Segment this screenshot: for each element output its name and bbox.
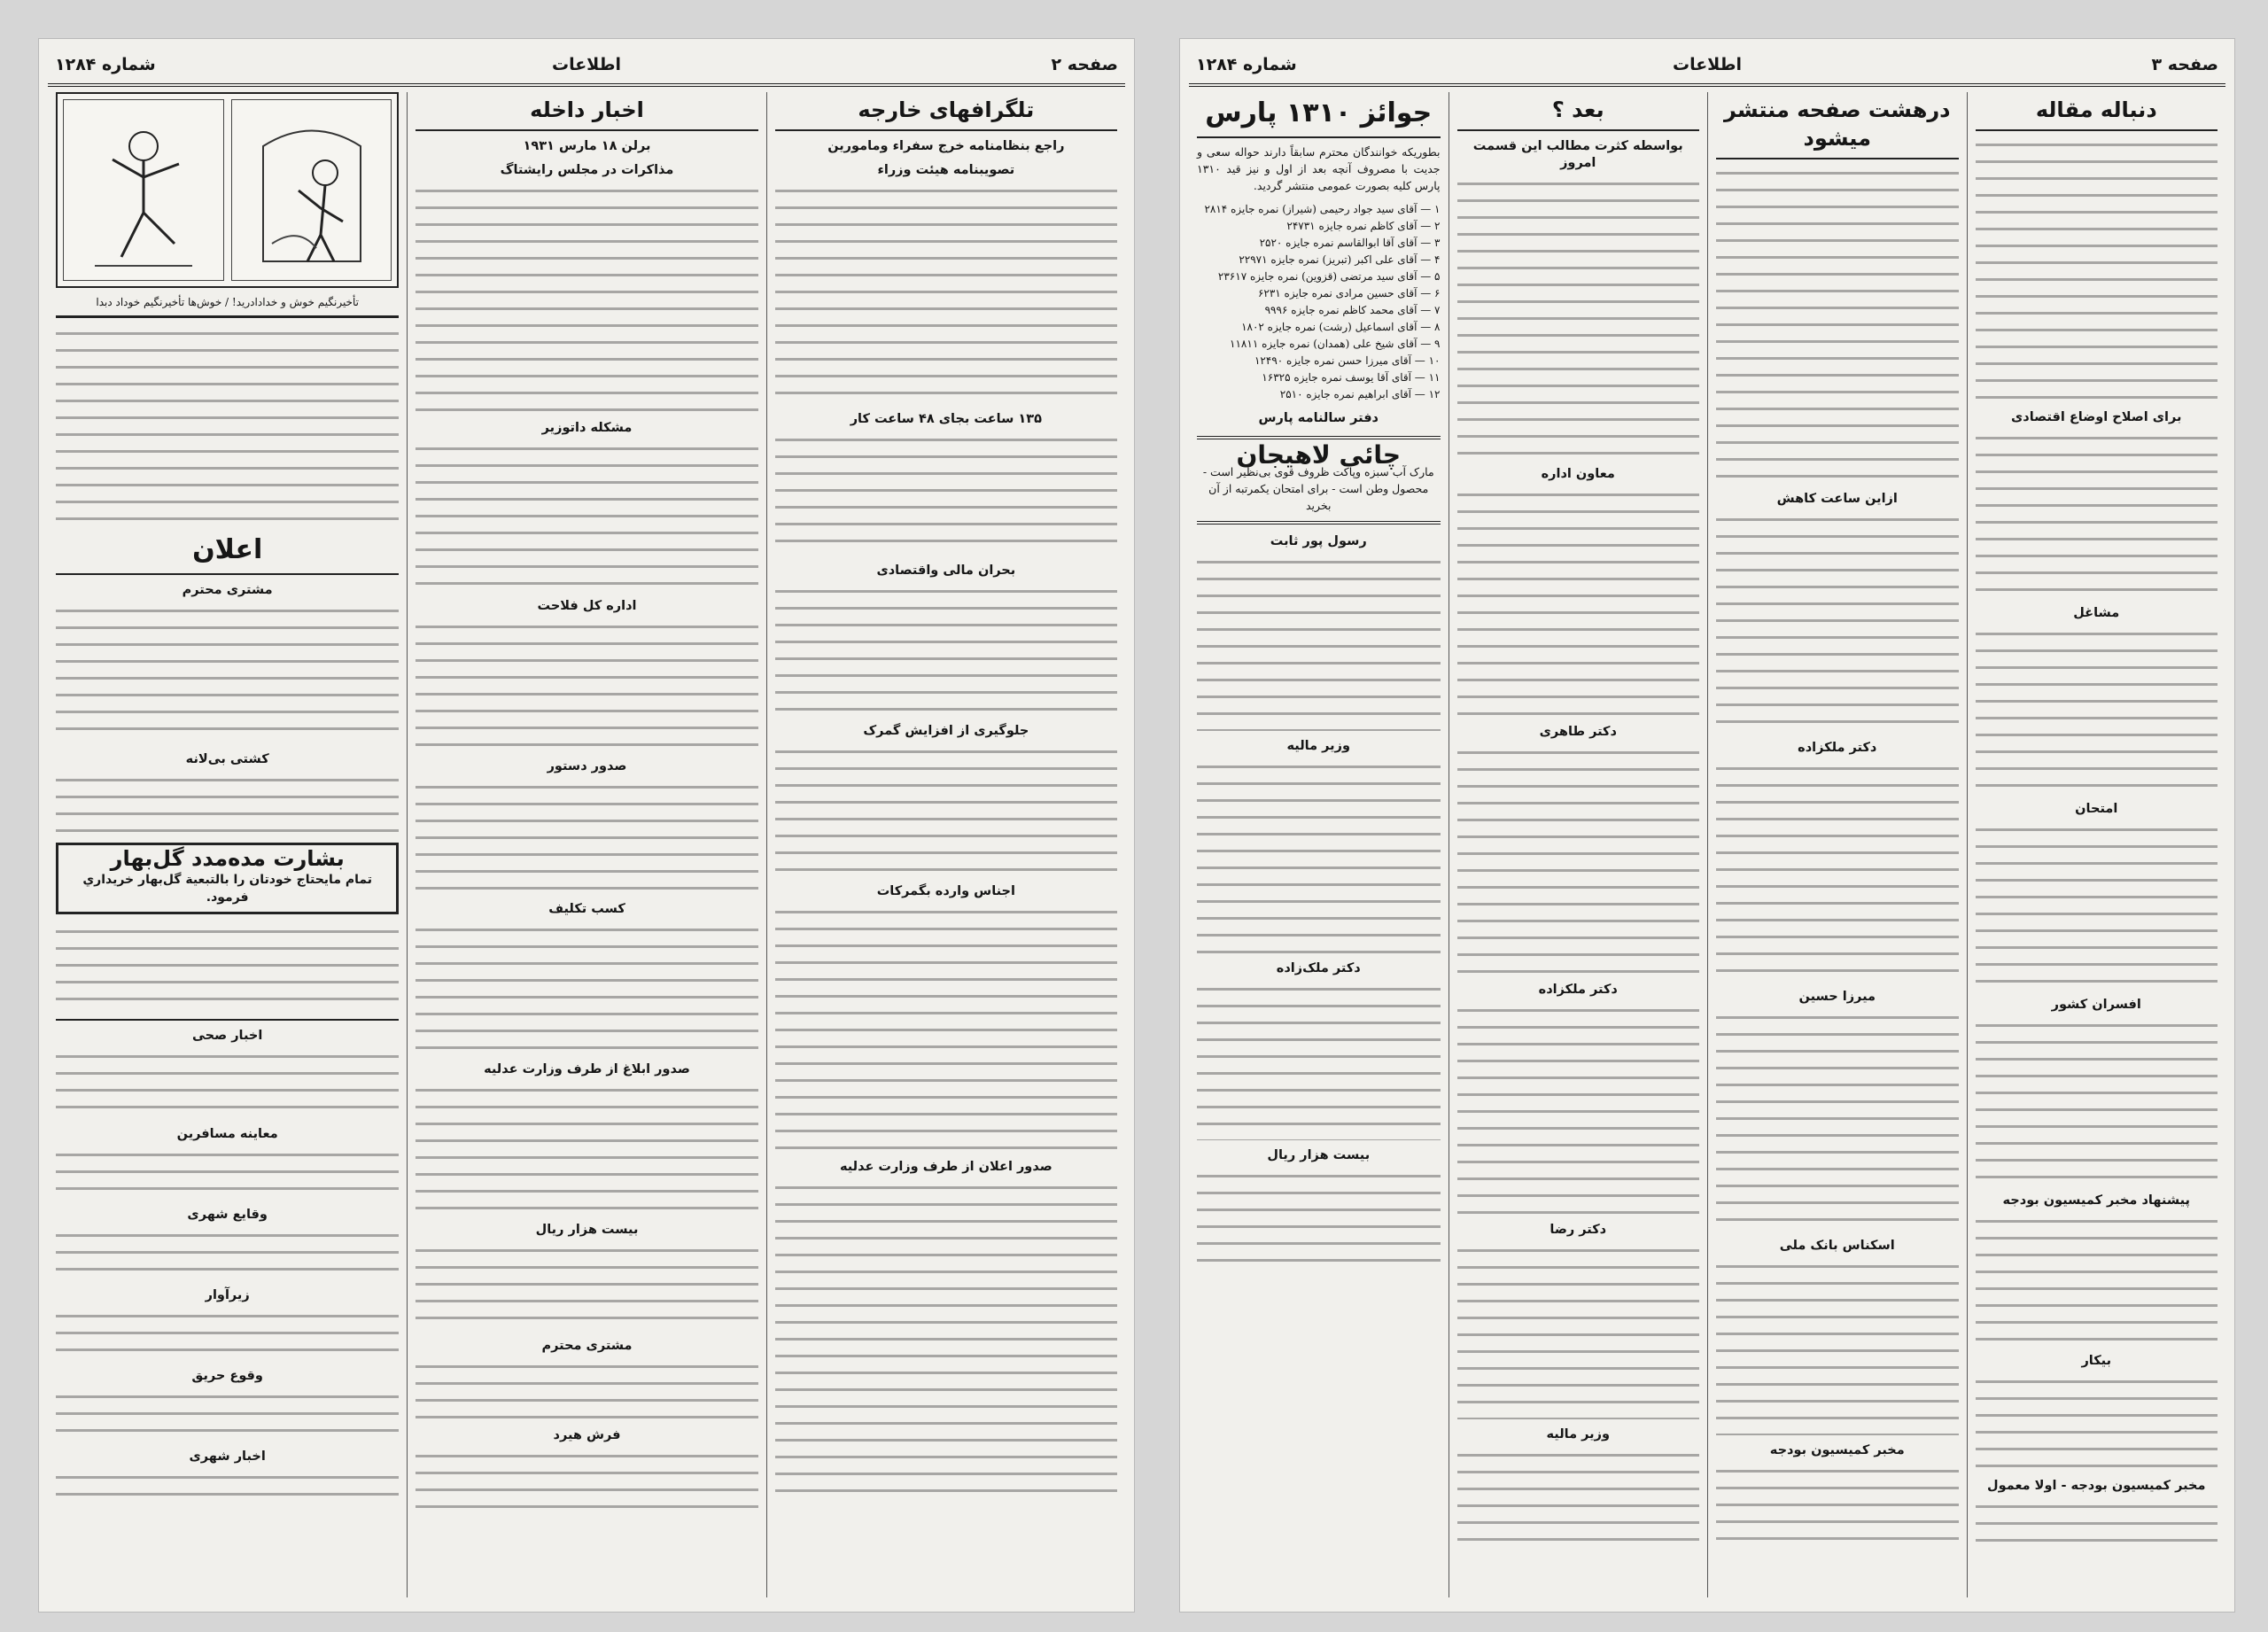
article-text [56,325,399,529]
article-text [416,1242,757,1331]
right-paper-name: اطلاعات [1672,55,1743,74]
pars-prizes-headline: جوائز ۱۳۱۰ پارس [1197,92,1441,138]
after-headline: بعد ؟ [1457,92,1700,131]
article-text [56,1227,399,1280]
pars-prizes-intro: بطوریکه خوانندگان محترم سابقاً دارند حواله سعی و جدیت با مصروف آنچه بعد از اول و نیز قید ۱۳۱۰ پارس کلیه بصورت عمومی منتشر گردید. [1197,145,1441,192]
subhead-justice-ruling: صدور ابلاغ از طرف وزارت عدلیه [484,1062,690,1076]
subhead-budget-reporter-2: مخبر کمیسیون بودجه [1769,1443,1905,1457]
article-text [1976,1017,2218,1185]
cartoon-dancer-icon [77,111,210,270]
article-text [416,1358,757,1420]
column-pars-prizes [1189,92,1449,1597]
section-rule [56,1019,399,1021]
subhead-abundance: بواسطه کثرت مطالب این قسمت امروز [1472,139,1683,170]
subhead-inquiry: کسب تکلیف [548,902,625,916]
column-domestic-news [407,92,765,1597]
subhead-health-news: اخبار صحی [192,1029,263,1043]
subhead-imported-goods: اجناس وارده بگمرکات [876,884,1015,898]
article-text [1457,486,1700,717]
subhead-cabinet: تصویبنامه هیئت وزراء [877,163,1015,177]
subhead-ambassadors: راجع بنظامنامه خرج سفراء ومامورین [827,139,1065,153]
right-page-columns [1189,92,2225,1597]
article-text [1716,1463,1959,1551]
subhead-twenty-thousand: بیست هزار ریال [535,1223,639,1237]
article-text [1197,758,1441,953]
list-item: ۵ — آقای سید مرتضی (قزوین) نمره جایزه ۲۳۶۱۷ [1217,270,1441,283]
article-text [416,1082,757,1215]
list-item: ۱۰ — آقای میرزا حسن نمره جایزه ۱۲۴۹۰ [1254,354,1441,367]
subhead-finance-minister: وزیر مالیه [1546,1427,1610,1442]
left-page [39,39,1134,1612]
left-page-columns [48,92,1125,1597]
prize-list [1197,201,1441,403]
article-text [775,583,1117,716]
list-item: ۲ — آقای کاظم نمره جایزه ۲۴۷۳۱ [1286,220,1441,232]
article-text [1976,1498,2218,1543]
subhead-reichstag: مذاکرات در مجلس رایشتاگ [500,163,674,177]
list-item: ۷ — آقای محمد کاظم نمره جایزه ۹۹۹۶ [1264,304,1441,316]
subhead-mirza-hossein: میرزا حسین [1798,990,1876,1004]
subhead-finance-minister-2: وزیر مالیه [1286,739,1350,753]
article-text [56,1388,399,1442]
left-page-header [48,51,1125,87]
article-text [1716,760,1959,982]
column-after [1449,92,1708,1597]
article-text [416,183,757,413]
subhead-problem: مشکله داتوزیر [541,421,633,435]
subhead-exam: امتحان [2075,802,2118,816]
list-item: ۶ — آقای حسین مرادی نمره جایزه ۶۲۳۱ [1257,287,1441,299]
article-text [56,1048,399,1119]
subhead-malekzadeh: دکتر ملکزاده [1798,741,1877,755]
subhead-rubble: زیرآوار [205,1288,250,1302]
continuation-headline: دنباله مقاله [1976,92,2218,131]
column-notices [48,92,407,1597]
article-text [1457,1447,1700,1553]
subhead-jobs: مشاغل [2073,606,2120,620]
article-text [1976,626,2218,794]
article-text [775,743,1117,876]
subhead-unemployed: بیکار [2081,1354,2112,1368]
list-item: ۳ — آقای آقا ابوالقاسم نمره جایزه ۲۵۲۰ [1259,237,1441,249]
right-page-number: صفحه ۳ [2151,55,2218,74]
subhead-officers: افسران کشور [2051,998,2141,1012]
article-text [416,440,757,591]
left-issue-number: شماره ۱۲۸۴ [55,55,156,74]
subhead-malekzadeh-3: دکتر ملک‌زاده [1276,961,1361,975]
article-text [56,602,399,744]
article-text [416,779,757,894]
article-text [1716,511,1959,733]
subhead-economic-reform: برای اصلاح اوضاع اقتصادی [2010,410,2182,424]
cartoon-panel-right [63,99,224,281]
subhead-order: صدور دستور [547,759,627,773]
left-paper-name: اطلاعات [551,55,622,74]
subhead-berlin: برلن ۱۸ مارس ۱۹۳۱ [523,139,651,153]
pars-office-signature: دفتر سالنامه پارس [1258,411,1379,425]
subhead-twenty-thousand-2: بیست هزار ریال [1267,1148,1371,1162]
article-text [775,183,1117,404]
column-continuation [1967,92,2226,1597]
article-text [1716,165,1959,484]
subhead-carpet: فرش هیرد [553,1428,621,1442]
list-item: ۹ — آقای شیخ علی (همدان) نمره جایزه ۱۱۸۱۱ [1230,338,1441,350]
cartoon [56,92,399,288]
subhead-city-news: اخبار شهری [189,1449,266,1464]
article-text [1457,1242,1700,1419]
column-eight-pages [1707,92,1967,1597]
article-text [56,772,399,834]
subhead-budget-proposal: پیشنهاد مخبر کمیسیون بودجه [2002,1193,2190,1208]
list-item: ۸ — آقای اسماعیل (رشت) نمره جایزه ۱۸۰۲ [1241,321,1441,333]
notice-headline: اعلان [56,529,399,575]
subhead-customer-notice: مشتری محترم [182,583,273,597]
subhead-reduction: ازاین ساعت کاهش [1776,492,1898,506]
article-text [416,618,757,751]
article-text [56,923,399,1012]
subhead-customs: جلوگیری از افزایش گمرک [863,724,1029,738]
subhead-deputy: معاون اداره [1541,467,1615,481]
subhead-justice-notice: صدور اعلان از طرف وزارت عدلیه [839,1160,1052,1174]
article-text [56,1308,399,1361]
article-text [1976,1213,2218,1346]
right-page [1180,39,2234,1612]
lahijan-tea-title: چائی لاهیجان [1236,440,1402,470]
article-text [1716,1009,1959,1231]
article-text [775,904,1117,1152]
cartoon-caption: تأخیرنگیم خوش و خدادادرید! / خوش‌ها تأخیرنگیم خوداد دبدا [56,295,399,318]
article-text [416,921,757,1054]
subhead-dr-reza: دکتر رضا [1550,1223,1607,1237]
left-page-number: صفحه ۲ [1051,55,1118,74]
article-text [1197,1168,1441,1274]
subhead-financial-crisis: بحران مالی واقتصادی [876,563,1016,578]
subhead-taheri: دکتر طاهری [1539,725,1617,739]
article-text [56,1469,399,1504]
subhead-agriculture: اداره کل فلاحت [537,599,637,613]
article-text [1197,981,1441,1140]
article-text [1976,136,2218,402]
lahijan-tea-ad [1197,436,1441,525]
article-text [775,431,1117,556]
subhead-customer: مشترى محترم [541,1339,633,1353]
article-text [775,1179,1117,1498]
subhead-ship: کشتی بی‌لانه [185,752,269,766]
article-text [1457,175,1700,459]
right-page-header [1189,51,2225,87]
article-text [1976,1373,2218,1471]
cartoon-panel-left [231,99,392,281]
article-text [1197,554,1441,731]
list-item: ۱۱ — آقای آقا یوسف نمره جایزه ۱۶۳۲۵ [1262,371,1441,384]
article-text [1457,1002,1700,1215]
subhead-malekzadeh-2: دکتر ملکزاده [1538,983,1618,997]
article-text [416,1448,757,1510]
subhead-traveler-exam: معاینه مسافرین [176,1127,278,1141]
golbahar-ad-text: تمام مايحتاج خودتان را بالتبعية گل‌بهار خريداري فرمود. [82,873,373,905]
article-text [56,1146,399,1200]
subhead-working-hours: ۱۳۵ ساعت بجای ۴۸ ساعت کار [850,412,1042,426]
article-text [1976,430,2218,598]
golbahar-ad-title: بشارت مده‌مدد گل‌بهار [110,846,345,871]
article-text [1457,744,1700,975]
subhead-budget-reporter: مخبر کمیسیون بودجه - اولا معمول [1987,1479,2206,1493]
article-text [1716,1258,1959,1435]
list-item: ۴ — آقای علی اکبر (تبریز) نمره جایزه ۲۲۹۷۱ [1239,253,1441,266]
right-issue-number: شماره ۱۲۸۴ [1196,55,1297,74]
foreign-telegrams-headline: تلگرافهای خارجه [775,92,1117,131]
eight-pages-headline: درهشت صفحه منتشر میشود [1716,92,1959,159]
golbahar-ad [56,843,399,914]
domestic-news-headline: اخبار داخله [416,92,757,131]
subhead-fire: وقوع حریق [191,1369,263,1383]
subhead-banknote: اسکناس بانک ملی [1779,1239,1895,1253]
list-item: ۱ — آقای سید جواد رحیمی (شیراز) نمره جایزه ۲۸۱۴ [1204,203,1441,215]
subhead-rasoulpour: رسول پور ثابت [1270,534,1367,548]
article-text [1976,821,2218,990]
column-foreign-telegrams [766,92,1125,1597]
cartoon-figure-icon [245,111,378,270]
subhead-city-events: وقایع شهری [187,1208,268,1222]
list-item: ۱۲ — آقای ابراهیم نمره جایزه ۲۵۱۰ [1279,388,1441,400]
lahijan-tea-text: مارک آب سبزه وپاکت ظروف قوی بی‌نظیر است - محصول وطن است - برای امتحان یکمرتبه از آن بخرید [1202,465,1434,512]
